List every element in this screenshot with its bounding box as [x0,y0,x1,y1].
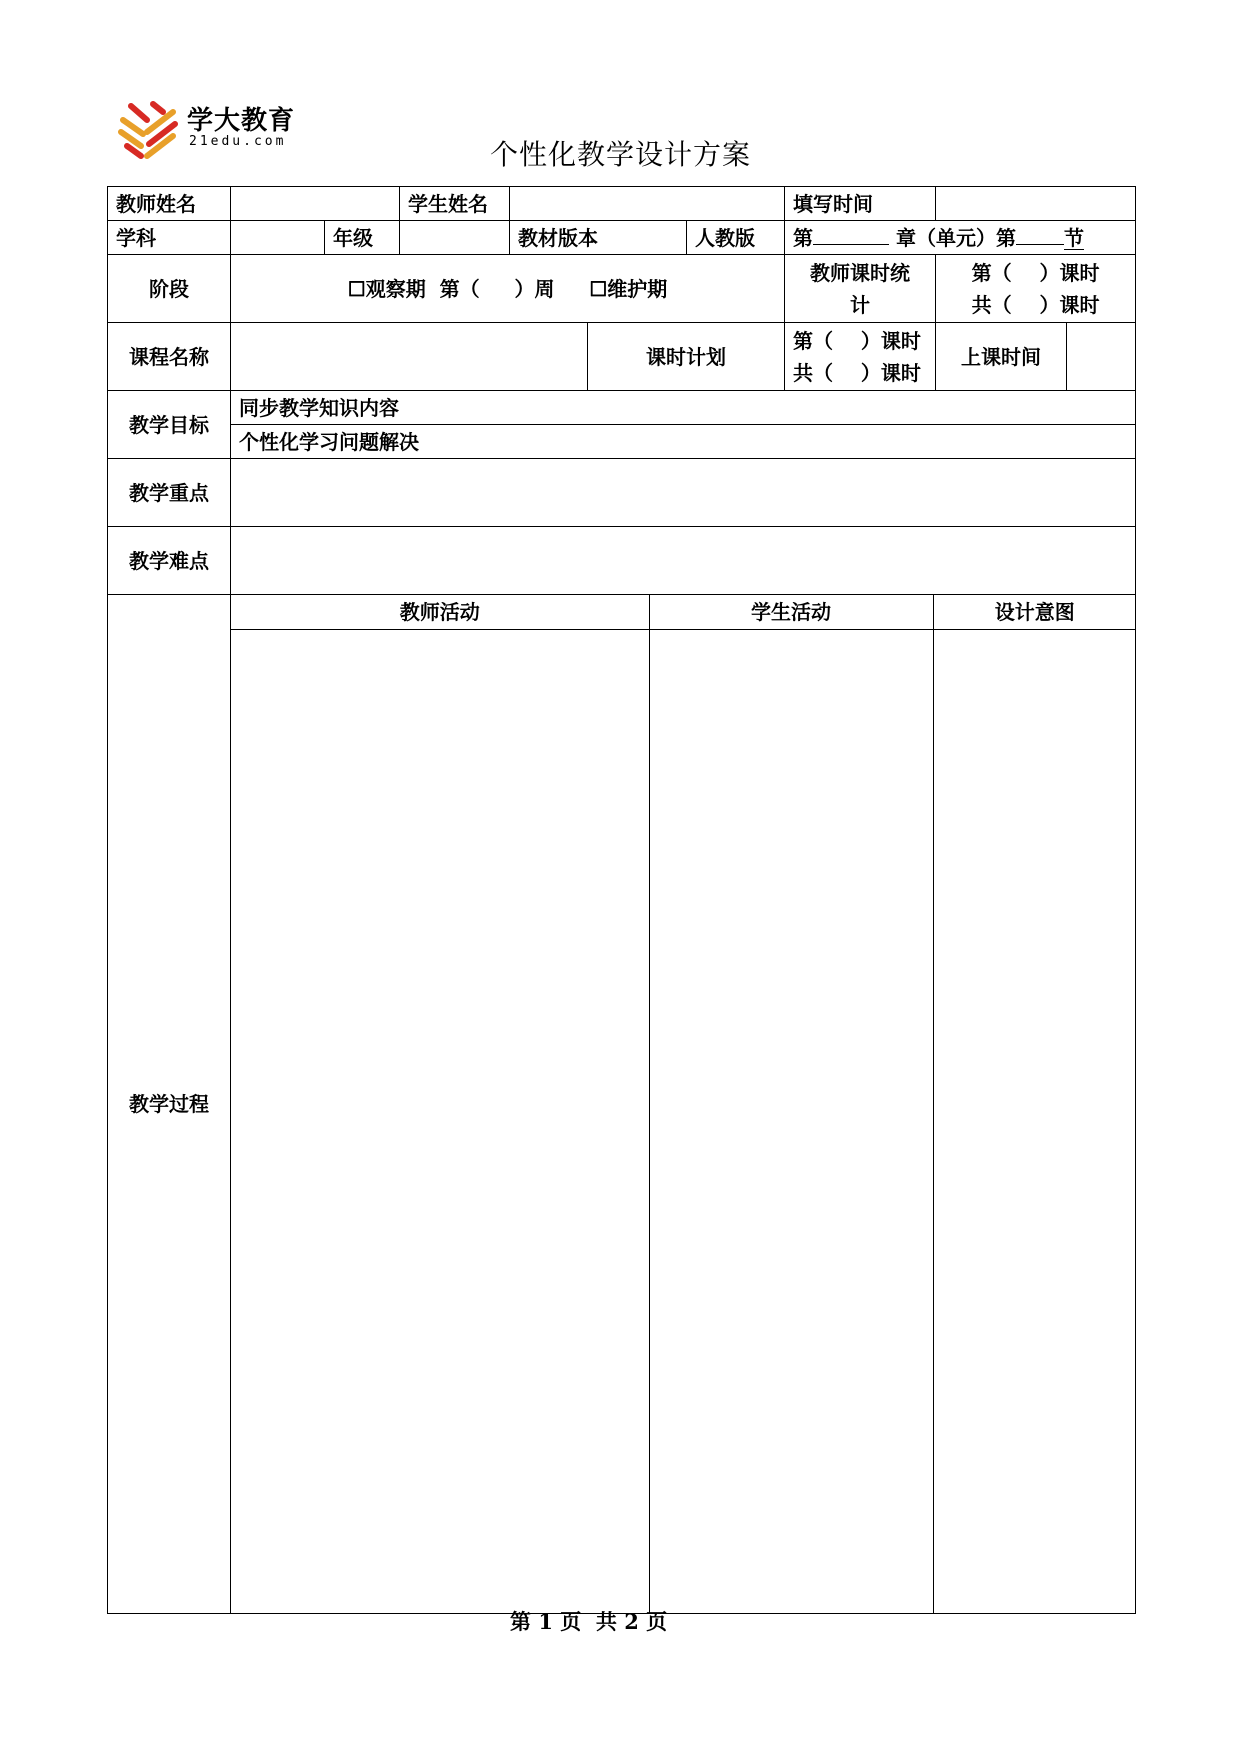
chapter-section-field [785,221,1136,255]
footer-suffix: 页 [646,1609,668,1634]
stage-options [231,255,785,323]
section-blank[interactable] [1016,244,1064,245]
subject-label: 学科 [108,221,231,255]
week-suffix: ）周 [514,276,555,301]
textbook-label: 教材版本 [510,221,687,255]
form-row-names [108,187,1136,221]
footer-prefix: 第 [510,1609,531,1634]
lesson-plan-form [107,186,1136,1614]
form-row-key-points [108,459,1136,527]
textbook-value: 人教版 [687,221,785,255]
maintain-checkbox[interactable]: ☐维护期 [589,276,668,301]
student-name-field[interactable] [510,187,785,221]
footer-page-number: 1 [538,1609,553,1634]
key-points-label: 教学重点 [108,459,231,527]
form-row-stage [108,255,1136,323]
course-name-label: 课程名称 [108,323,231,391]
student-name-label: 学生姓名 [400,187,510,221]
logo-brand-url: 21edu.com [189,134,287,149]
difficulties-label: 教学难点 [108,527,231,595]
student-activity-field[interactable] [649,629,933,1613]
process-table [231,595,1136,1613]
process-body-row [231,629,1136,1613]
design-intent-header: 设计意图 [933,595,1136,629]
chapter-prefix: 第 [793,225,814,250]
observe-checkbox[interactable]: ☐观察期 [347,276,426,301]
form-row-course [108,323,1136,391]
class-time-label: 上课时间 [936,323,1067,391]
form-row-difficulties [108,527,1136,595]
teacher-activity-field[interactable] [231,629,649,1613]
grade-label: 年级 [325,221,400,255]
week-prefix: 第（ [439,276,480,301]
footer-mid: 页 共 [560,1609,617,1634]
process-grid [231,595,1136,1614]
hours-current[interactable]: 第（ ）课时 [971,260,1100,285]
plan-current[interactable]: 第（ ）课时 [793,328,921,353]
fill-time-field[interactable] [936,187,1136,221]
course-name-field[interactable] [231,323,588,391]
logo-brand-name: 学大教育 [187,106,296,136]
teacher-hours-label-line2: 计 [850,292,871,317]
teacher-activity-header: 教师活动 [231,595,649,629]
stage-label: 阶段 [108,255,231,323]
difficulties-field[interactable] [231,527,1136,595]
teacher-name-field[interactable] [231,187,400,221]
subject-field[interactable] [231,221,325,255]
teacher-hours-label [785,255,936,323]
process-label: 教学过程 [108,595,231,1614]
page-footer [510,1606,667,1636]
fill-time-label: 填写时间 [785,187,936,221]
teacher-hours-label-line1: 教师课时统 [810,260,911,285]
grade-field[interactable] [400,221,510,255]
teacher-hours-field [936,255,1136,323]
page-title: 个性化教学设计方案 [489,138,751,171]
chapter-blank[interactable] [813,244,889,245]
student-activity-header: 学生活动 [649,595,933,629]
key-points-field[interactable] [231,459,1136,527]
goal-item-sync[interactable]: 同步教学知识内容 [231,391,1136,425]
design-intent-field[interactable] [933,629,1136,1613]
section-suffix: 节 [1064,225,1084,250]
lesson-plan-field [785,323,936,391]
teacher-name-label: 教师姓名 [108,187,231,221]
form-row-goal-1 [108,391,1136,425]
lesson-plan-label: 课时计划 [588,323,785,391]
chapter-mid: 章（单元）第 [896,225,1016,250]
plan-total[interactable]: 共（ ）课时 [793,360,921,385]
goal-item-personal[interactable]: 个性化学习问题解决 [231,425,1136,459]
form-row-process [108,595,1136,1614]
goals-label: 教学目标 [108,391,231,459]
form-row-goal-2 [108,425,1136,459]
form-row-subject [108,221,1136,255]
hours-total[interactable]: 共（ ）课时 [971,292,1100,317]
process-header-row [231,595,1136,629]
class-time-field[interactable] [1067,323,1136,391]
footer-page-total: 2 [624,1609,639,1634]
